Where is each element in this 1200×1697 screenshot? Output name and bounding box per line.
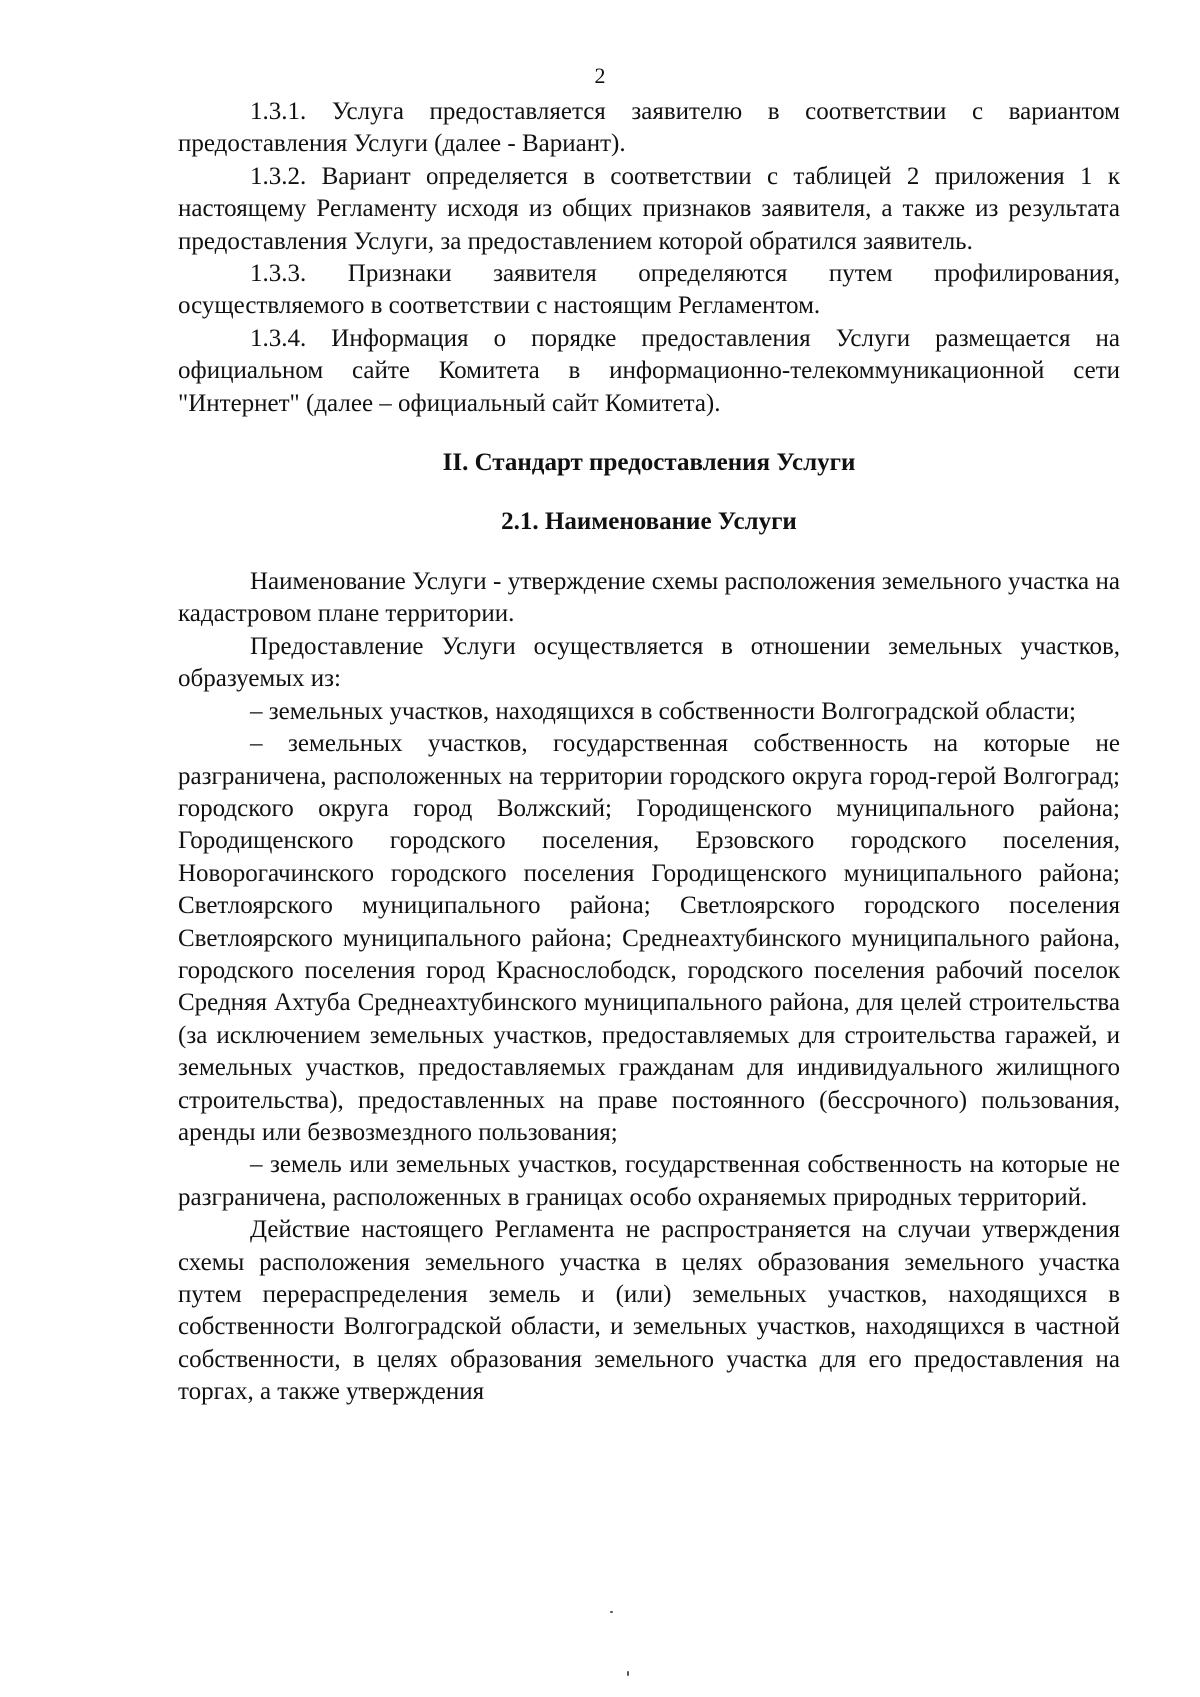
subsection-title: 2.1. Наименование Услуги xyxy=(501,508,797,536)
paragraph-service-name: Наименование Услуги - утверждение схемы расположения земельного участка на кадастровом плане территории. xyxy=(178,568,1120,628)
list-item-protected-territories: – земель или земельных участков, государственная собственность на которые не разграничена, расположенных в границах особо охраняемых природных территорий. xyxy=(178,1151,1120,1211)
list-item-regional-property: – земельных участков, находящихся в собственности Волгоградской области; xyxy=(250,697,1076,725)
scan-speck xyxy=(610,1611,613,1613)
paragraph-service-scope: Предоставление Услуги осуществляется в отношении земельных участков, образуемых из: xyxy=(178,632,1120,693)
section-title: II. Стандарт предоставления Услуги xyxy=(442,449,856,477)
paragraph-1-3-1: 1.3.1. Услуга предоставляется заявителю в соответствии с вариантом предоставления Услуги (далее - Вариант). xyxy=(178,98,1120,158)
paragraph-1-3-2: 1.3.2. Вариант определяется в соответствии с таблицей 2 приложения 1 к настоящему Регламенту исходя из общих признаков заявителя, а также из результата предоставления Услуги, за предоставлением которой обратился заявитель. xyxy=(178,162,1120,255)
scan-speck xyxy=(627,1671,629,1676)
paragraph-1-3-3: 1.3.3. Признаки заявителя определяются путем профилирования, осуществляемого в соответствии с настоящим Регламентом. xyxy=(178,260,1120,320)
page-number: 2 xyxy=(594,63,606,88)
list-item-unallocated-state-property: – земельных участков, государственная собственность на которые не разграничена, расположенных на территории городского округа город-герой Волгоград; городского округа город Волжский; Городищенского муниципального района; Городищенского городского поселения, Ерзовского городского поселения, Новорогачинского городского поселения Городищенского муниципального района; Светлоярского муниципального района; Светлоярского городского поселения Светлоярского муниципального района; Среднеахтубинского муниципального района, городского поселения город Краснослободск, городского поселения рабочий поселок Средняя Ахтуба Среднеахтубинского муниципального района, для целей строительства (за исключением земельных участков, предоставляемых для строительства гаражей, и земельных участков, предоставляемых гражданам для индивидуального жилищного строительства), предоставленных на праве постоянного (бессрочного) пользования, аренды или безвозмездного пользования; xyxy=(178,730,1120,1146)
paragraph-regulation-exclusions: Действие настоящего Регламента не распространяется на случаи утверждения схемы расположения земельного участка в целях образования земельного участка путем перераспределения земель и (или) земельных участков, находящихся в собственности Волгоградской области, и земельных участков, находящихся в частной собственности, в целях образования земельного участка для его предоставления на торгах, а также утверждения xyxy=(178,1216,1120,1406)
paragraph-1-3-4: 1.3.4. Информация о порядке предоставления Услуги размещается на официальном сайте Комитета в информационно-телекоммуникационной сети "Интернет" (далее – официальный сайт Комитета). xyxy=(178,324,1120,417)
document-body xyxy=(178,96,1120,1409)
